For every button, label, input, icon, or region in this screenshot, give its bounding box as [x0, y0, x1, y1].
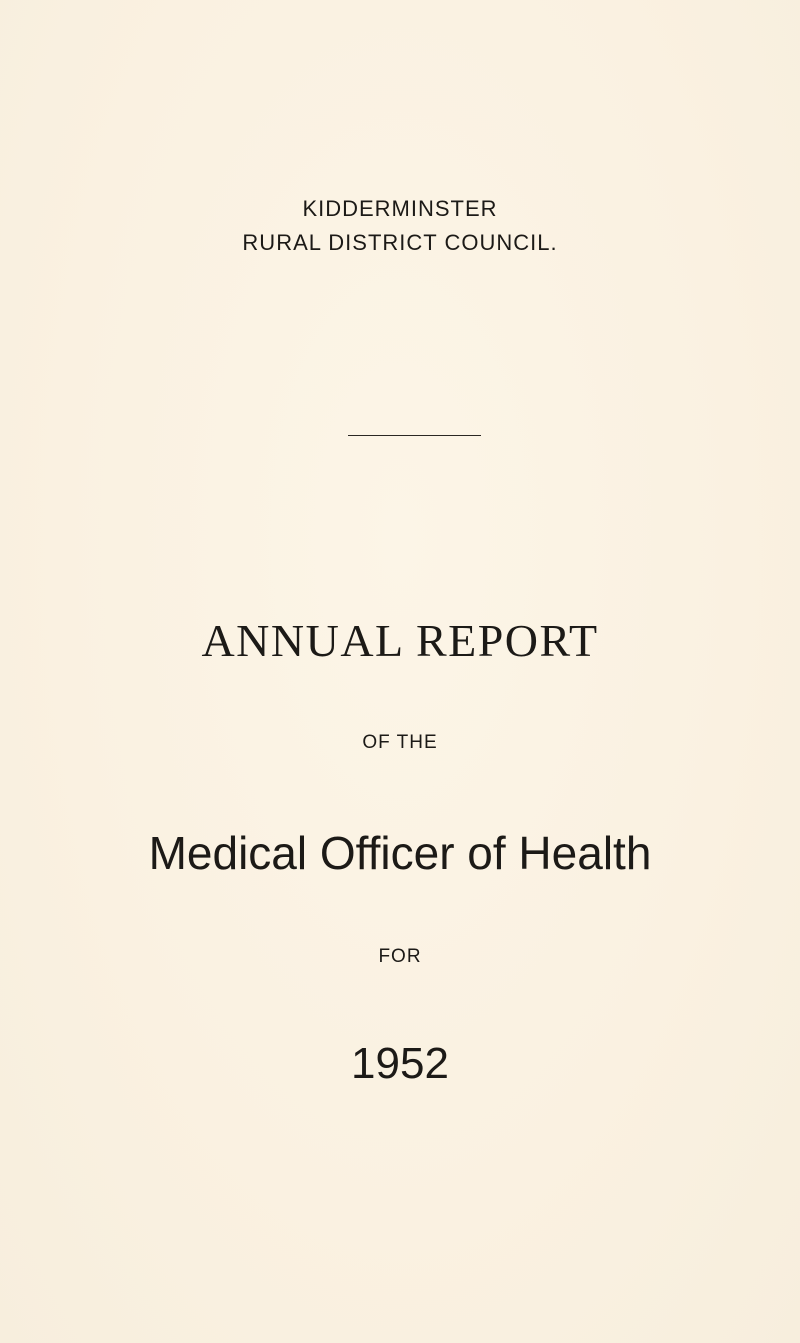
- report-subject: Medical Officer of Health: [148, 827, 652, 879]
- council-name: KIDDERMINSTER: [302, 196, 498, 221]
- for-text: FOR: [378, 946, 422, 967]
- of-the-text: OF THE: [362, 732, 438, 753]
- report-title: ANNUAL REPORT: [201, 615, 599, 666]
- divider-rule: [348, 435, 481, 436]
- council-type: RURAL DISTRICT COUNCIL.: [242, 230, 558, 255]
- report-year: 1952: [351, 1039, 449, 1088]
